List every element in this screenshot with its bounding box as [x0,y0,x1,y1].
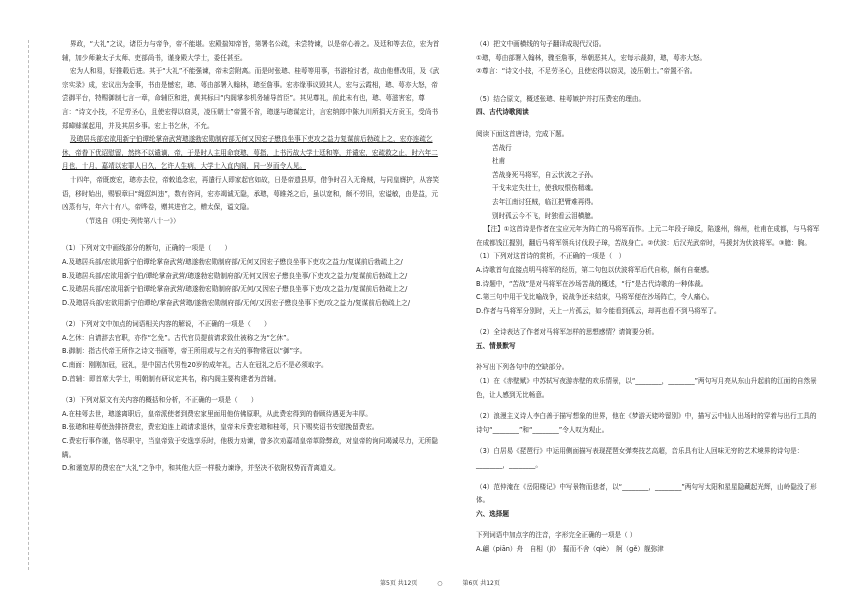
passage-paragraph: 界政，“大礼”之议，诸臣力与帝争，帝不能堪。宏殿揣知帝旨，第署名公疏，未尝特谏，以是帝心善之。及廷和等去位，宏为首辅，加少师兼太子太师、吏部尚书，谨身殿大学士，委任甚至。 [62,40,440,62]
passage-paragraph-underlined: 及璁居兵部宏欲用新宁伯谭纶掌奋武营璁遂勃宏勋制府部无何又因宏子懋良坐事下吏攻之益力复谋前后勃疏上之，宏亦连疏乞休，帝眷下优诏慰留，然终不以谴谪，帝，于是时人主用命衰璁，萼指，上书污故大学士廷和等，并谴宏，宏疏救之止，时六年二月也，十月，嘉靖以宏罪人日久，乞许人生病，大学士入直内阁，同一岁而令人见。 [62,135,438,171]
fill-item: （2）浪漫主义诗人李白善于描写想象的世界，他在《梦游天姥吟留别》中，描写云中仙人出场时的穿着与出行工具的诗句“________”和“________”令人叹为观止。 [476,412,817,434]
passage-source: （节选自《明史·列传第八十一》） [82,216,180,225]
fill-item: （3）白居易《琵琶行》中运用侧面描写表现琵琶女弹奏技艺高超，音乐具有让人回味无穷的艺术境界的诗句是：________，________。 [476,447,804,470]
section-heading: 四、古代诗歌阅读 [476,108,529,117]
translation-line: ①璁，萼由部署入翰林，骤至詹事，举朝恶其人，宏每示裁抑，璁，萼亦大怒。 [476,53,707,62]
page-number-left: 第5页 共12页 [380,580,418,587]
question-stem: 下列词语中加点字的注音，字形完全正确的一项是（ ） [476,531,637,540]
fill-item: （4）范仲淹在《岳阳楼记》中写景物而悲者，以“________，________”两句写太阳和星星隐藏起光辉，山岭隐没了形体。 [476,482,817,505]
question-option: A.在桂萼去世，璁遂离职后，皇帝派使者到费宏家里面用他仿佛原职，从此费宏得到的眷顾待遇更为丰厚。 [62,409,372,418]
poem-author: 杜甫 [492,157,506,166]
question-stem: （4）把文中画横线的句子翻译成现代汉语。 [476,40,606,48]
question-option: B.御制：指古代帝王所作之诗文书画等，帝王所用或与之有关的事物常冠以“御”字。 [62,347,307,356]
question-option: C.第三句中用干戈比喻战争，说战争还未结束，马将军便在沙场阵亡，令人痛心。 [476,293,714,302]
question-option: A.及璁居兵部/宏欲用新宁伯谭纶掌奋武营/璁遂勃宏勋制府部/无何又因宏子懋良坐事下吏攻之益力/复谋前后勃疏上之/ [62,257,403,266]
question-option: D.首辅：即首席大学士，明朝制有研议定其名，称内阁主要构建者为首辅。 [62,374,281,383]
poem-line: 苦战身死马将军，自云伏波之子孙。 [492,170,598,179]
question-option: B.及璁居兵部/宏欲用新宁伯/谭纶掌奋武营/璁遂勃宏勋制府部/无何又因宏子懋良坐事/下吏攻之益力/复谋前后勃疏上之/ [62,271,408,280]
poem-note: 【注】①这首诗是作者在宝应元年为阵亡的马将军而作。上元二年段子璋反，陷遂州，绵州，杜甫在成都，与马将军在成都饯江握别，翻后马将军领兵讨伐段子璋，苦战身亡。②伏波：后汉光武帝时，马援封为伏波将军。③臆：胸。 [476,225,820,247]
question-stem: （1）下列对这首诗的赏析，不正确的一项是（ ） [476,252,626,261]
question-option: C.南面：刚刚加冠，冠礼，是中国古代男性20岁的成年礼，古人在冠礼之后不是必须取字。 [62,361,328,370]
question-option: D.作者与马将军分别时，天上一片孤云，如今能看到孤云，却再也看不到马将军了。 [476,306,721,315]
fill-intro: 补写出下列各句中的空缺部分。 [476,363,569,372]
question-option: A.乞休：自请辞去官职，亦作“乞免”。古代官员提前请求致仕被称之为“乞休”。 [62,333,294,342]
question-stem: （3）下列对原文有关内容的概括和分析，不正确的一项是（ ） [62,396,258,405]
passage-paragraph: 十四年，帝既废宏，璁亦去位，帝敕追念宏，再遣行人即家起官如故，日是帝遗县厚，借争时召入无谗贼，与同皇膺护，从容笑语，移时始出，赐银章曰“绳愆纠违”，数有咨问，宏亦竭诚无隐，承璁，萼睢尧之后，虽以宽和，颇不劳旧，宏谥敏，由是益，元凶蒸有与，年六十有八，帝哗卷，赠其进官之，赠太保，谥文隐。 [62,175,440,212]
question-option: A.诗歌首句直接点明马将军的经历，第二句包以伏波将军后代自称，颇有自豪感。 [476,265,714,274]
translation-line: ②尊言：“诗文小技，不足劳圣心，且使宏得以窃灵，凌压朝士。”帝置不省。 [476,67,697,76]
question-option: D.和谨宽厚的费宏在“大礼”之争中，和其他大臣一样极力谏诤，并坚决不依附权势而背离道义。 [62,464,340,473]
question-stem: （1）下列对文中画线部分的断句，正确的一项是（ ） [62,244,232,253]
left-column [62,38,444,476]
poem-line: 去年江南讨狂贼，临江把臂难再得。 [492,197,598,206]
question-option: C.及璁居兵部/宏欲用新宁伯谭纶掌奋武营/璁遂勃宏勋制府部/无何/又因宏子懋良坐事下吏/攻之益力/复谋前后勃疏上之/ [62,285,408,294]
section-heading: 五、情景默写 [476,341,516,350]
poem-intro: 阅读下面这首唐诗，完成下题。 [476,129,569,138]
question-option: C.费宏行事作谨，恪尽职守，当皇帝致于安逸享乐时，他极力劝谏，曾多次劝嘉靖皇帝革除弊政，对皇帝的询问竭诚尽力，无所隐瞒。 [62,437,438,459]
page-number-right: 第6页 共12页 [462,580,500,587]
page-separator: ○ [437,580,443,587]
fill-item: （1）在《赤壁赋》中苏轼写夜游赤壁的欢乐情景，以“________，________”两句写月亮从东山升起前的江面的自然景色，让人感到无比畅意。 [476,377,817,399]
poem-line: 干戈未定失壮士，使我叹恨伤精魂。 [492,184,598,193]
poem-title: 苦战行 [492,143,512,152]
section-heading: 六、选择题 [476,509,509,518]
question-option: B.诗题中，“苦战”是对马将军在沙场苦战的概述，“行”是古代诗歌的一种体裁。 [476,279,708,288]
question-option: D.及璁居兵部/宏欲用新宁伯谭纶/掌奋武营璁/遂勃宏勋制府部/无何/又因宏子懋良坐事下吏/攻之益力/复谋前后勃疏上之/ [62,298,411,307]
binding-margin-line [28,40,29,570]
question-stem: （2）全诗表达了作者对马将军怎样的思想感情？请简要分析。 [476,328,659,337]
passage-paragraph: 宏为人和易，好推毂后进。其于“大礼”不能强谏，帝未尝附离。而是时张璁、桂萼等用事，书游检讨者，故由他曹改用，及《武宗实录》成，宏议出为金事，书由是憾宏，璁、萼由部署入翰林，璁至詹事。宏亦缘事议毁其人，宏与云霞相，璁、萼亦大怒，帝尝御平台，特赐御制七言一章，命辅臣和进，黄其标曰“内阁掌参机务辅导首臣”。其见尊礼，前此未有也，璁、萼滋害宏，尊言：“诗文小技，不足劳圣心，且使宏得以窃灵，凌压朝士”帝置不省，璁遂与璁谋定计，言宏纳郎中陈九川所捐天方贡玉，受尚书郑暐赇谋起用，并及其居乡事。宏上书乞休，不允。 [62,67,440,130]
question-stem: （2）下列对文中加点的词语相关内容的解说，不正确的一项是（ ） [62,320,271,329]
right-column [476,38,821,557]
question-option: B.张璁和桂萼使劲排挤费宏，费宏迫连上疏请求退休，皇帝未斥费宏璁和桂萼，只下赐奖诏书安慰挽留费宏。 [62,423,379,432]
poem-line: 别时孤云今不飞，时独看云泪横臆。 [492,211,598,220]
page-footer [380,578,518,587]
question-stem: （5）结合原文，概述张璁、桂萼嫉护并打压费宏的理由。 [476,94,646,103]
question-option: A.翩（piān）舟 自相（jī） 掘而不舍（qiè） 舸（gě）舰弥津 [476,545,664,553]
